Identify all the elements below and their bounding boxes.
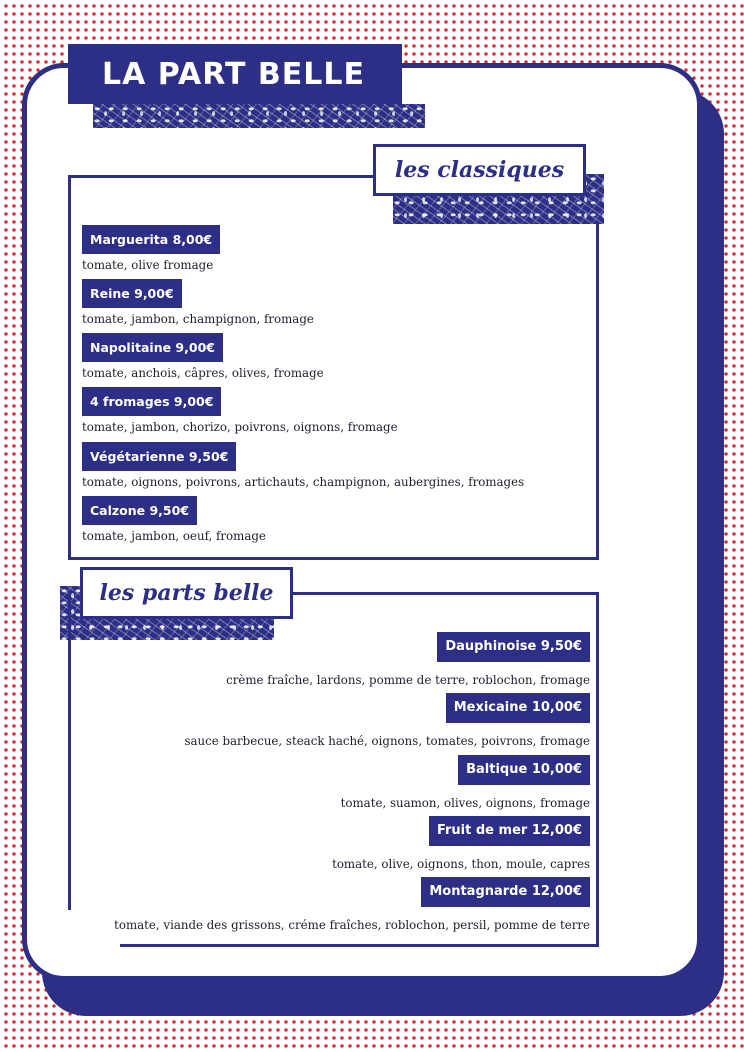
item-description: tomate, suamon, olives, oignons, fromage bbox=[340, 796, 590, 810]
item-name-price: Calzone 9,50€ bbox=[82, 496, 197, 525]
item-name-price: 4 fromages 9,00€ bbox=[82, 387, 221, 416]
item-description: crème fraîche, lardons, pomme de terre, roblochon, fromage bbox=[226, 673, 590, 687]
item-name-price: Végétarienne 9,50€ bbox=[82, 442, 236, 471]
item-name-price: Marguerita 8,00€ bbox=[82, 225, 220, 254]
item-name-price: Napolitaine 9,00€ bbox=[82, 333, 223, 362]
box-border-bottom bbox=[120, 944, 599, 947]
menu-item bbox=[226, 632, 590, 687]
item-name-price: Montagnarde 12,00€ bbox=[421, 877, 590, 907]
menu-item bbox=[82, 387, 398, 434]
item-description: tomate, olive, oignons, thon, moule, capres bbox=[332, 857, 590, 871]
item-name-price: Mexicaine 10,00€ bbox=[446, 693, 590, 723]
item-description: tomate, jambon, champignon, fromage bbox=[82, 312, 314, 326]
menu-item bbox=[341, 755, 590, 810]
menu-item bbox=[332, 816, 590, 871]
item-name-price: Dauphinoise 9,50€ bbox=[437, 632, 590, 662]
floral-pattern bbox=[93, 104, 425, 128]
item-description: sauce barbecue, steack haché, oignons, tomates, poivrons, fromage bbox=[184, 734, 590, 748]
item-name-price: Reine 9,00€ bbox=[82, 279, 182, 308]
menu-item bbox=[82, 333, 324, 380]
section-title-parts-belle: les parts belle bbox=[80, 567, 293, 619]
menu-item bbox=[82, 442, 524, 489]
item-name-price: Fruit de mer 12,00€ bbox=[429, 816, 590, 846]
item-description: tomate, viande des grissons, créme fraîches, roblochon, persil, pomme de terre bbox=[114, 918, 590, 932]
menu-item bbox=[184, 693, 590, 748]
box-border-left bbox=[68, 592, 71, 910]
menu-item bbox=[82, 279, 314, 326]
brand-title: LA PART BELLE bbox=[68, 44, 402, 104]
item-description: tomate, jambon, chorizo, poivrons, oignons, fromage bbox=[82, 420, 398, 434]
item-description: tomate, olive fromage bbox=[82, 258, 214, 272]
item-description: tomate, oignons, poivrons, artichauts, champignon, aubergines, fromages bbox=[82, 475, 525, 489]
menu-item bbox=[82, 225, 220, 272]
item-name-price: Baltique 10,00€ bbox=[458, 755, 590, 785]
menu-item bbox=[82, 496, 266, 543]
item-description: tomate, anchois, câpres, olives, fromage bbox=[82, 366, 324, 380]
section-title-classiques: les classiques bbox=[373, 144, 586, 196]
item-description: tomate, jambon, oeuf, fromage bbox=[82, 529, 266, 543]
menu-item bbox=[114, 877, 590, 932]
